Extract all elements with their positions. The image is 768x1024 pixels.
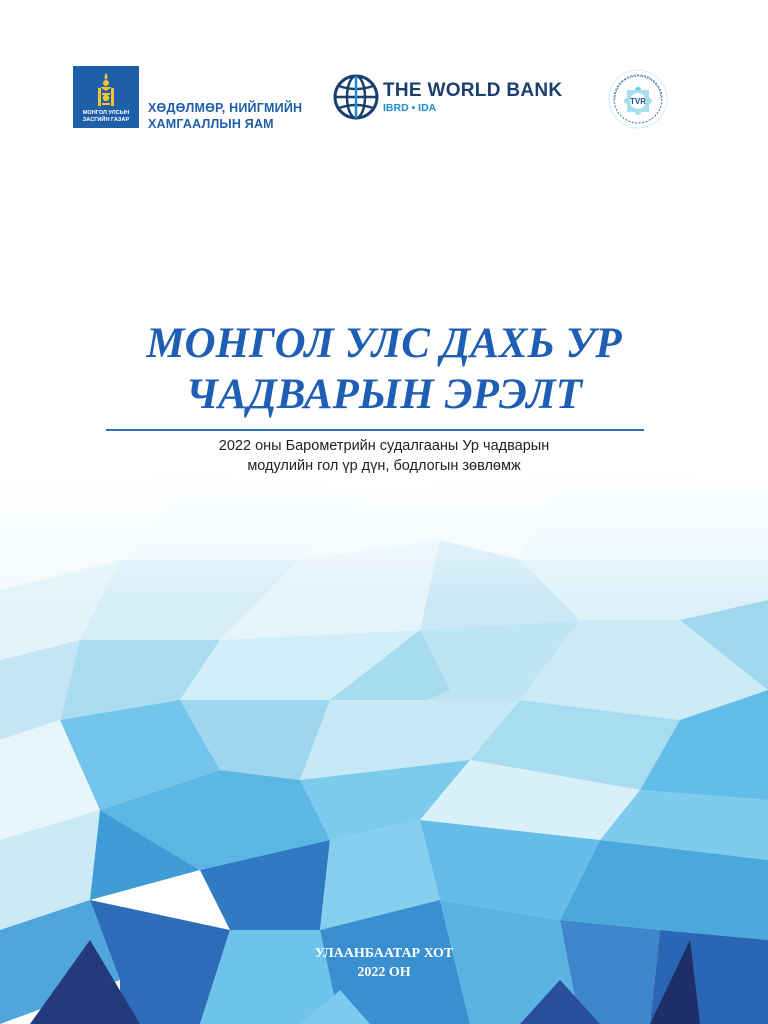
report-title	[60, 318, 708, 420]
report-subtitle-line: 2022 оны Барометрийн судалгааны Ур чадварын	[218, 438, 550, 454]
ministry-name	[148, 100, 302, 132]
title-divider	[106, 429, 644, 431]
globe-icon	[333, 74, 379, 120]
report-subtitle	[60, 436, 708, 476]
world-bank-title: THE WORLD BANK	[383, 80, 563, 101]
publication-place	[234, 944, 534, 982]
ministry-caption-line: ЗАСГИЙН ГАЗАР	[82, 117, 130, 123]
ministry-name-line: ХӨДӨЛМӨР, НИЙГМИЙН	[148, 101, 303, 115]
ministry-logo	[73, 66, 139, 128]
ministry-name-line: ХАМГААЛЛЫН ЯАМ	[148, 117, 274, 131]
world-bank-subtitle: IBRD • IDA	[383, 102, 437, 114]
city-name: УЛААНБААТАР ХОТ	[314, 946, 454, 961]
puzzle-circle-logo-icon	[605, 68, 671, 130]
tvr-center-text: TVR	[630, 97, 646, 106]
publication-year: 2022 ОН	[357, 965, 411, 980]
ministry-caption-line: МОНГОЛ УЛСЫН	[82, 110, 130, 116]
report-title-line: ЧАДВАРЫН ЭРЭЛТ	[185, 371, 583, 418]
soyombo-emblem-icon	[95, 72, 117, 108]
report-subtitle-line: модулийн гол үр дүн, бодлогын зөвлөмж	[247, 458, 521, 474]
report-title-line: МОНГОЛ УЛС ДАХЬ УР	[146, 320, 622, 367]
ministry-caption	[73, 110, 139, 124]
